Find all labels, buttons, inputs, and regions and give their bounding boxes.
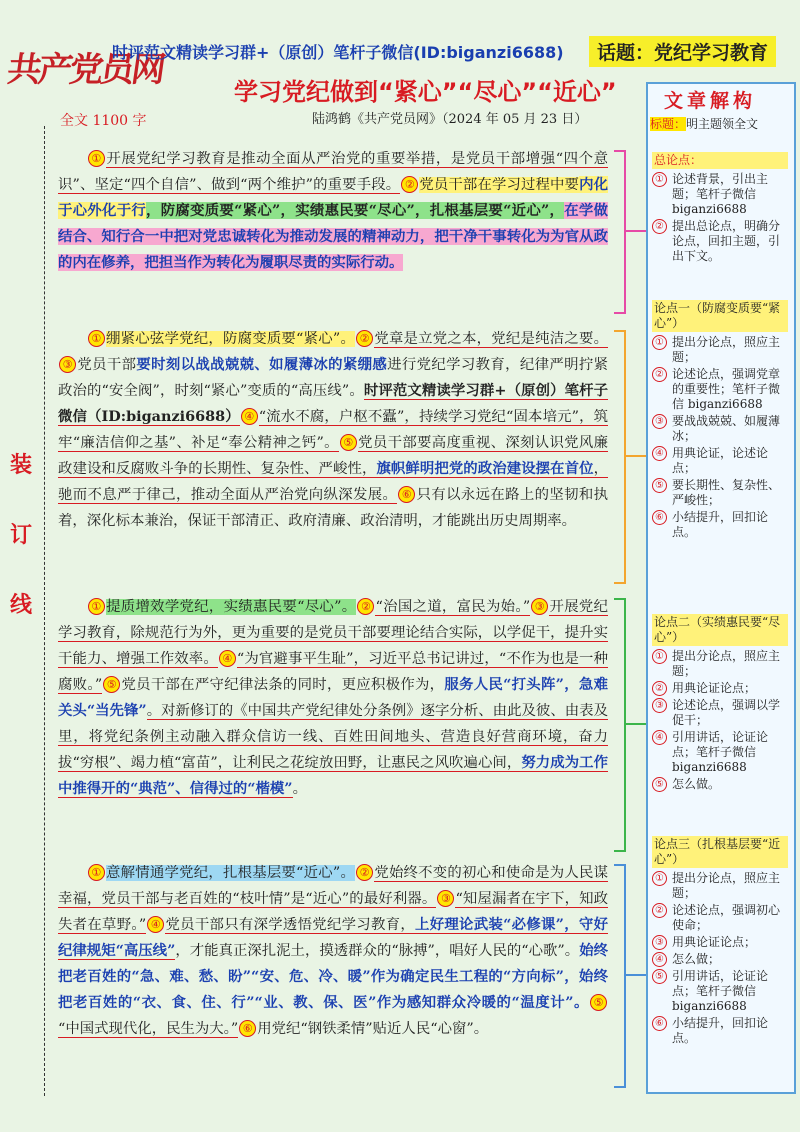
list-item (652, 777, 788, 792)
bracket-point-one (614, 330, 626, 584)
sentence: 党员干部只有深学透悟党纪学习教育， (165, 917, 416, 933)
sentence: “流水不腐，户枢不蠹”，持续学习党纪“固本培元”，筑牢“廉洁信仰之基”、补足“奉公精神之钙”。 (58, 409, 608, 451)
number-circle: ④ (652, 730, 667, 745)
binding-char: 订 (10, 522, 33, 548)
number-badge: ⑤ (590, 994, 607, 1011)
number-circle: ① (652, 335, 667, 350)
number-badge: ③ (531, 598, 548, 615)
subtitle-text: 明主题领全文 (686, 117, 759, 131)
bracket-connector (626, 723, 646, 725)
list-item (652, 414, 788, 444)
number-circle: ⑤ (652, 777, 667, 792)
binding-char: 线 (10, 592, 33, 618)
subtitle-label: 标题： (650, 117, 687, 131)
sentence: 。 (292, 781, 307, 797)
sentence: “治国之道，富民为始。” (375, 599, 531, 615)
sentence-emphasis: 上好理论武装“必修课”，守好纪律规矩“高压线” (58, 916, 608, 959)
number-circle: ① (652, 649, 667, 664)
number-badge: ⑥ (239, 1020, 256, 1037)
number-circle: ① (652, 172, 667, 187)
list-item (652, 172, 788, 217)
number-circle: ① (652, 871, 667, 886)
binding-margin-line (44, 126, 45, 1096)
topic-tag: 话题：党纪学习教育 (589, 36, 776, 67)
sentence: 党员干部要高度重视、深刻认识党风廉政建设和反腐败斗争的长期性、复杂性、严峻性， (58, 435, 608, 477)
number-circle: ⑤ (652, 969, 667, 984)
sentence: 只有以永远在路上的坚韧和执着，深化标本兼治，保证干部清正、政府清廉、政治清明，才能跳出历史周期率。 (58, 487, 608, 529)
list-item (652, 446, 788, 476)
item-text: 用典论证论点； (672, 935, 757, 949)
number-circle: ③ (652, 935, 667, 950)
number-badge: ③ (59, 356, 76, 373)
sentence: “知屋漏者在宇下，知政失者在草野。” (58, 891, 608, 933)
paragraph-point-one (58, 326, 608, 534)
item-text: 论述论点，强调以学促干； (672, 698, 781, 727)
list-item (652, 681, 788, 696)
promo-text: 时评范文精读学习群+（原创）笔杆子微信（ID:biganzi6688） (58, 382, 608, 425)
item-text: 小结提升，回扣论点。 (672, 1016, 769, 1045)
list-item (652, 367, 788, 412)
paragraph-point-two (58, 594, 608, 802)
list-item (652, 730, 788, 775)
list-item (652, 1016, 788, 1046)
item-text: 要长期性、复杂性、严峻性； (672, 478, 781, 507)
sentence-emphasis: 内化于心外化于行 (58, 176, 608, 219)
item-text: 提出分论点，照应主题； (672, 335, 781, 364)
top-title: 时评范文精读学习群+（原创）笔杆子微信(ID:biganzi6688) (112, 43, 564, 62)
number-badge: ⑤ (103, 676, 120, 693)
number-badge: ① (88, 864, 105, 881)
item-text: 提出分论点，照应主题； (672, 871, 781, 900)
bracket-point-three (614, 864, 626, 1088)
sentence: 意解情通学党纪，扎根基层要“近心”。 (105, 865, 356, 881)
binding-label (10, 430, 33, 640)
number-badge: ② (401, 176, 418, 193)
sentence: 党员干部在严守纪律法条的同时，更应积极作为， (121, 677, 445, 693)
list-item (652, 335, 788, 365)
sentence: 党章是立党之本，党纪是纯洁之要。 (374, 331, 608, 347)
paragraph-point-three (58, 860, 608, 1042)
bracket-connector (626, 974, 646, 976)
number-circle: ③ (652, 698, 667, 713)
word-count: 全文 1100 字 (60, 113, 147, 129)
sentence: ，防腐变质要“紧心”，实绩惠民要“尽心”，扎根基层要“近心”， (146, 202, 565, 219)
sentence: 绷紧心弦学党纪，防腐变质要“紧心”。 (105, 331, 356, 347)
number-badge: ④ (147, 916, 164, 933)
sentence: ，驰而不息严于律己，推动全面从严治党向纵深发展。 (58, 461, 608, 503)
item-text: 提出总论点，明确分论点，回扣主题，引出下文。 (672, 219, 781, 263)
number-circle: ⑤ (652, 478, 667, 493)
author-line: 陆鸿鹤《共产党员网》（2024 年 05 月 23 日） (312, 112, 588, 127)
item-text: 要战战兢兢、如履薄冰； (672, 414, 781, 443)
sentence-emphasis: 服务人民“打头阵”，急难关头“当先锋” (58, 676, 608, 719)
panel-section-point-two (652, 614, 788, 794)
number-circle: ② (652, 367, 667, 382)
list-item (652, 510, 788, 540)
number-circle: ⑥ (652, 1016, 667, 1031)
number-badge: ① (88, 330, 105, 347)
number-badge: ④ (241, 408, 258, 425)
number-badge: ⑤ (340, 434, 357, 451)
number-circle: ④ (652, 446, 667, 461)
number-badge: ⑥ (398, 486, 415, 503)
sentence-emphasis: 在学做结合、知行合一中把对党忠诚转化为推动发展的精神动力，把干净干事转化为为官从政的内在修养，把担当作为转化为履职尽责的实际行动。 (58, 202, 608, 271)
bracket-intro (614, 150, 626, 314)
sentence: 提质增效学党纪，实绩惠民要“尽心”。 (105, 599, 357, 615)
number-circle: ② (652, 219, 667, 234)
article-title: 学习党纪做到“紧心”“尽心”“近心” (234, 78, 617, 106)
number-badge: ② (357, 598, 374, 615)
sentence: “中国式现代化，民生为大。” (58, 1021, 239, 1037)
sentence: 党员干部 (77, 357, 137, 373)
number-badge: ① (88, 598, 105, 615)
list-item (652, 935, 788, 950)
sentence: 进行党纪学习教育，纪律严明拧紧政治的“安全阀”，时刻“紧心”变质的“高压线”。 (58, 357, 608, 399)
section-heading: 论点二（实绩惠民要“尽心”） (652, 614, 788, 646)
item-text: 引用讲话，论证论点；笔杆子微信 biganzi6688 (672, 730, 769, 774)
paragraph-intro (58, 146, 608, 276)
number-badge: ③ (437, 890, 454, 907)
panel-section-point-one (652, 300, 788, 542)
list-item (652, 219, 788, 264)
number-circle: ③ (652, 414, 667, 429)
list-item (652, 871, 788, 901)
sentence: 开展党纪学习教育，除规范行为外，更为重要的是党员干部要理论结合实际，以学促干，提升实干能力、增强工作效率。 (58, 599, 609, 667)
sentence: 党始终不变的初心和使命是为人民谋幸福，党员干部与老百姓的“枝叶情”是“近心”的最好利器。 (58, 865, 608, 907)
number-badge: ② (356, 330, 373, 347)
binding-char: 装 (10, 452, 33, 478)
section-heading: 论点三（扎根基层要“近心”） (652, 836, 788, 868)
panel-section-point-three (652, 836, 788, 1048)
item-text: 怎么做； (672, 952, 721, 966)
item-text: 用典论证论点； (672, 681, 757, 695)
bracket-connector (626, 230, 646, 232)
number-circle: ② (652, 681, 667, 696)
item-text: 论述论点，强调初心使命； (672, 903, 781, 932)
item-text: 怎么做。 (672, 777, 721, 791)
bracket-point-two (614, 598, 626, 852)
sentence-emphasis: 努力成为工作中推得开的“典范”、信得过的“楷模” (58, 754, 608, 797)
item-text: 提出分论点，照应主题； (672, 649, 781, 678)
section-heading: 总论点： (652, 152, 788, 169)
number-circle: ⑥ (652, 510, 667, 525)
panel-section-intro (652, 152, 788, 266)
sentence: 。对新修订的《中国共产党纪律处分条例》逐字分析、由此及彼、由表及里，将党纪条例主动融入群众信访一线、百姓田间地头、营造良好营商环境，奋力拔“穷根”、竭力植“富苗”，让利民之花绽放田野，让惠民之风吹遍心间， (58, 703, 608, 771)
list-item (652, 969, 788, 1014)
item-text: 用典论证，论述论点； (672, 446, 769, 475)
list-item (652, 478, 788, 508)
number-badge: ② (356, 864, 373, 881)
sentence: ，才能真正深扎泥土，摸透群众的“脉搏”，唱好人民的“心歌”。 (175, 943, 580, 959)
site-logo: 共产党员网 (4, 50, 166, 90)
sentence: “为官避事平生耻”，习近平总书记讲过，“不作为也是一种腐败。” (58, 651, 608, 693)
list-item (652, 952, 788, 967)
sentence: 用党纪“钢铁柔情”贴近人民“心窗”。 (257, 1021, 489, 1037)
sentence-emphasis: 旗帜鲜明把党的政治建设摆在首位 (376, 460, 594, 477)
list-item (652, 649, 788, 679)
item-text: 小结提升，回扣论点。 (672, 510, 769, 539)
section-heading: 论点一（防腐变质要“紧心”） (652, 300, 788, 332)
item-text: 论述背景，引出主题；笔杆子微信 biganzi6688 (672, 172, 769, 216)
number-badge: ④ (219, 650, 236, 667)
sentence: 开展党纪学习教育是推动全面从严治党的重要举措，是党员干部增强“四个意识”、坚定“四个自信”、做到“两个维护”的重要手段。 (58, 151, 608, 193)
number-badge: ① (88, 150, 105, 167)
list-item (652, 698, 788, 728)
sentence-emphasis: 要时刻以战战兢兢、如履薄冰的紧绷感 (136, 356, 388, 373)
number-circle: ④ (652, 952, 667, 967)
panel-title: 文章解构 (664, 90, 757, 112)
list-item (652, 903, 788, 933)
item-text: 引用讲话，论证论点；笔杆子微信 biganzi6688 (672, 969, 769, 1013)
number-circle: ② (652, 903, 667, 918)
panel-subtitle (650, 116, 790, 132)
item-text: 论述论点，强调党章的重要性；笔杆子微信 biganzi6688 (672, 367, 781, 411)
bracket-connector (626, 455, 646, 457)
sentence: 党员干部在学习过程中要 (419, 177, 580, 193)
sentence-emphasis: 始终把老百姓的“急、难、愁、盼”“安、危、冷、暖”作为确定民生工程的“方向标”，始终把老百姓的“衣、食、住、行”“业、教、保、医”作为感知群众冷暖的“温度计”。 (58, 942, 608, 1011)
